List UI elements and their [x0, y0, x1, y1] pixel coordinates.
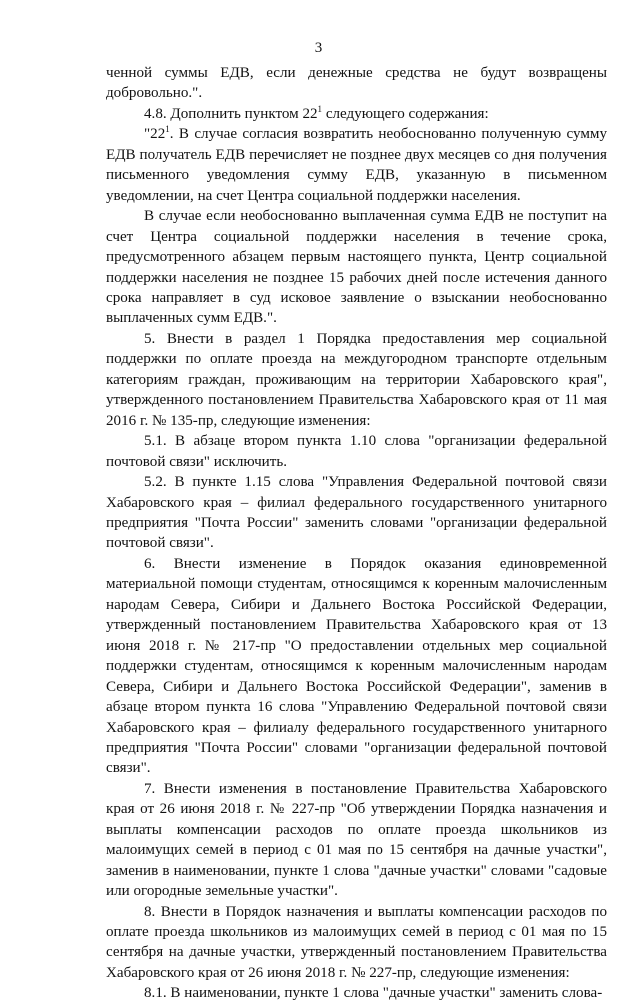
superscript: 1 [317, 103, 323, 114]
paragraph-8-1: 8.1. В наименовании, пункте 1 слова "дачные участки" заменить слова- [144, 985, 603, 1002]
paragraph-6: 6. Внести изменение в Порядок оказания единовременной материальной помощи студентам, относящимся к коренным малочисленным народам Севера, Сибири и Дальнего Востока Российской Федерации, утвержденный постановлением Правительства Хабаровского края от 13 июня 2018 г. № 217-пр "О предоставлении отдельных мер социальной поддержки студентам, относящимся к коренным малочисленным народам Севера, Сибири и Дальнего Востока Российской Федерации", заменив в абзаце втором пункта 16 слова "Управлению Федеральной почтовой связи Хабаровского края – филиалу федерального государственного унитарного предприятия "Почта России" словами "организации федеральной почтовой связи". [106, 555, 607, 777]
paragraph-text: следующего содержания: [322, 105, 489, 122]
paragraph-5-2: 5.2. В пункте 1.15 слова "Управления Федеральной почтовой связи Хабаровского края – филиал федерального государственного унитарного предприятия "Почта России" заменить словами "организации федеральной почтовой связи". [106, 474, 607, 552]
paragraph-return-claim: В случае если необоснованно выплаченная сумма ЕДВ не поступит на счет Центра социальной поддержки населения в течение срока, предусмотренного абзацем первым настоящего пункта, Центр социальной поддержки населения не позднее 15 рабочих дней после истечения данного срока направляет в суд исковое заявление о взыскании необоснованно выплаченных сумм ЕДВ.". [106, 208, 607, 327]
paragraph-text: "22 [144, 126, 166, 143]
paragraph-text: 4.8. Дополнить пунктом 22 [144, 105, 318, 122]
paragraph-5: 5. Внести в раздел 1 Порядка предоставления мер социальной поддержки по оплате проезда на междугородном транспорте отдельным категориям граждан, проживающим на территории Хабаровского края", утвержденного постановлением Правительства Хабаровского края от 11 мая 2016 г. № 135-пр, следующие изменения: [106, 330, 607, 429]
superscript: 1 [165, 124, 170, 135]
paragraph-continuation: ченной суммы ЕДВ, если денежные средства не будут возвращены добровольно.". [106, 65, 607, 102]
paragraph-7: 7. Внести изменения в постановление Правительства Хабаровского края от 26 июня 2018 г. № 227-пр "Об утверждении Порядка назначения и выплаты компенсации расходов по оплате проезда школьников из малоимущих семей в период с 01 мая по 15 сентября на дачные участки", заменив в наименовании, пункте 1 слова "дачные участки" словами "садовые или огородные земельные участки". [106, 780, 607, 900]
paragraph-8: 8. Внести в Порядок назначения и выплаты компенсации расходов по оплате проезда школьников из малоимущих семей в период с 01 мая по 15 сентября на дачные участки, утвержденный постановлением Правительства Хабаровского края от 26 июня 2018 г. № 227-пр, следующие изменения: [106, 903, 607, 981]
paragraph-text: . В случае согласия возвратить необоснованно полученную сумму ЕДВ получатель ЕДВ перечисляет не позднее двух месяцев со дня получения письменного уведомления сумму ЕДВ, указанную в письменном уведомлении, на счет Центра социальной поддержки населения. [106, 126, 607, 204]
page-number: 3 [314, 40, 323, 56]
paragraph-5-1: 5.1. В абзаце втором пункта 1.10 слова "организации федеральной почтовой связи" исключить. [106, 433, 607, 470]
document-body [106, 63, 607, 1004]
paragraph-22-1 [106, 124, 607, 206]
paragraph-4-8 [106, 104, 607, 124]
